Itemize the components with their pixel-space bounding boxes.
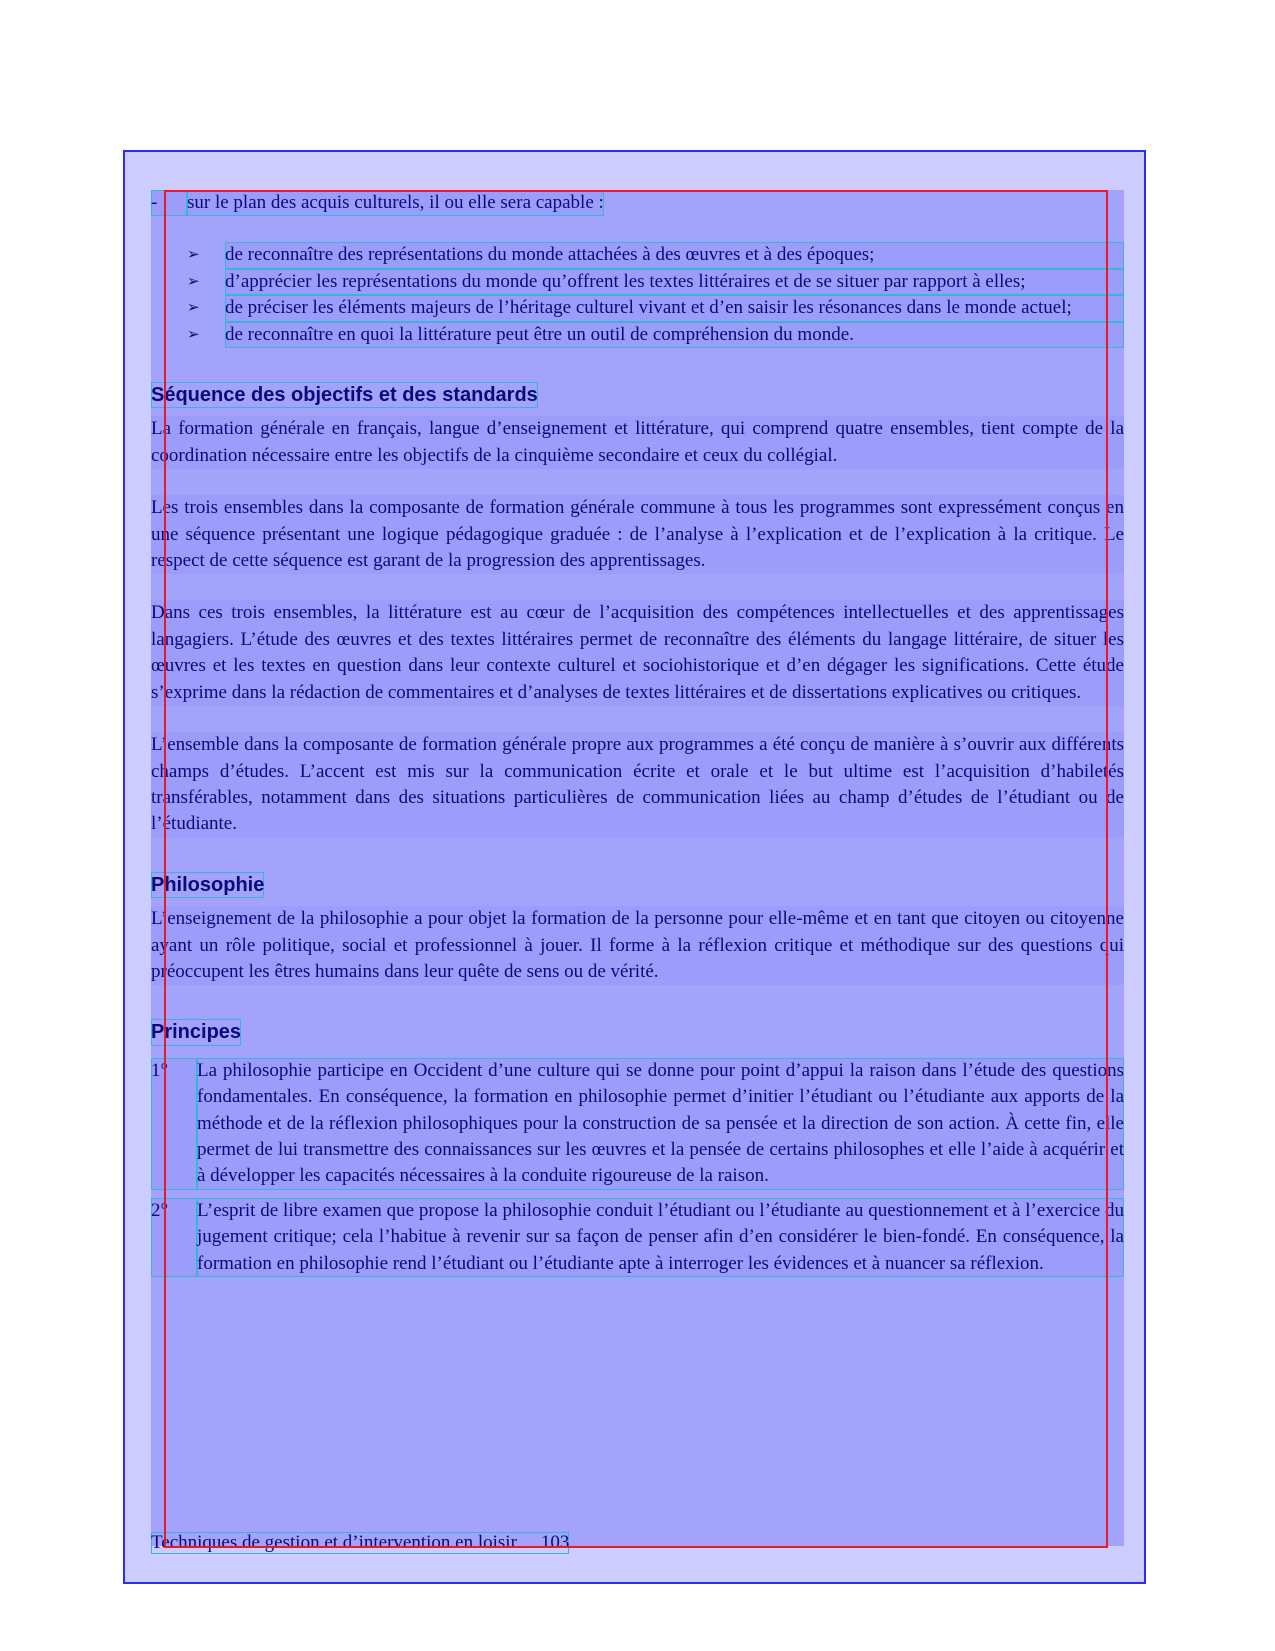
list-item	[187, 322, 1124, 348]
arrow-bullet-icon: ➢	[187, 273, 200, 290]
list-item	[187, 242, 1124, 268]
principle-number: 1°	[151, 1058, 197, 1190]
list-item	[187, 295, 1124, 321]
heading-philosophie: Philosophie	[151, 872, 264, 898]
principes-list	[151, 1058, 1124, 1277]
arrow-bullet-icon: ➢	[187, 247, 200, 264]
heading-principes: Principes	[151, 1019, 241, 1045]
list-item	[151, 1058, 1124, 1190]
arrow-bullet-icon: ➢	[187, 326, 200, 343]
arrow-bullet-icon: ➢	[187, 300, 200, 317]
principle-number: 2°	[151, 1198, 197, 1277]
sequence-paragraph-1: La formation générale en français, langue d’enseignement et littérature, qui comprend quatre ensembles, tient compte de la coordination nécessaire entre les objectifs de la cinquième secondaire et ceux du collégial.	[151, 416, 1124, 469]
sequence-paragraph-3: Dans ces trois ensembles, la littérature est au cœur de l’acquisition des compétences intellectuelles et des apprentissages langagiers. L’étude des œuvres et des textes littéraires permet de reconnaître des éléments du langage littéraire, de situer les œuvres et les textes en question dans leur contexte culturel et sociohistorique et d’en dégager les significations. Cette étude s’exprime dans la rédaction de commentaires et d’analyses de textes littéraires et de dissertations explicatives ou critiques.	[151, 600, 1124, 706]
sequence-paragraph-4: L’ensemble dans la composante de formation générale propre aux programmes a été conçu de manière à s’ouvrir aux différents champs d’études. L’accent est mis sur la communication écrite et orale et le but ultime est l’acquisition d’habiletés transférables, notamment dans des situations particulières de communication liées au champ d’études de l’étudiant ou de l’étudiante.	[151, 732, 1124, 838]
document-content	[151, 190, 1124, 1277]
bullet-text: de reconnaître des représentations du monde attachées à des œuvres et à des époques;	[225, 242, 1124, 268]
bullet-text: d’apprécier les représentations du monde qu’offrent les textes littéraires et de se situer par rapport à elles;	[225, 269, 1124, 295]
list-item	[187, 269, 1124, 295]
philosophie-paragraph: L’enseignement de la philosophie a pour objet la formation de la personne pour elle-même et en tant que citoyen ou citoyenne ayant un rôle politique, social et professionnel à jouer. Il forme à la réflexion critique et méthodique sur des questions qui préoccupent les êtres humains dans leur quête de sens ou de vérité.	[151, 906, 1124, 985]
heading-sequence: Séquence des objectifs et des standards	[151, 382, 538, 408]
list-item	[151, 1198, 1124, 1277]
bullet-text: de reconnaître en quoi la littérature peut être un outil de compréhension du monde.	[225, 322, 1124, 348]
intro-lead	[151, 190, 1124, 216]
sequence-paragraph-2: Les trois ensembles dans la composante de formation générale commune à tous les programmes sont expressément conçus en une séquence présentant une logique pédagogique graduée : de l’analyse à l’explication et de l’explication à la critique. Le respect de cette séquence est garant de la progression des apprentissages.	[151, 495, 1124, 574]
intro-bullet-list	[151, 242, 1124, 348]
intro-lead-text: sur le plan des acquis culturels, il ou elle sera capable :	[187, 190, 604, 216]
bullet-text: de préciser les éléments majeurs de l’héritage culturel vivant et d’en saisir les résonances dans le monde actuel;	[225, 295, 1124, 321]
principle-text: La philosophie participe en Occident d’une culture qui se donne pour point d’appui la raison dans l’étude des questions fondamentales. En conséquence, la formation en philosophie permet d’initier l’étudiant ou l’étudiante aux apports de la méthode et de la réflexion philosophiques pour la construction de sa pensée et la direction de son action. À cette fin, elle permet de lui transmettre des connaissances sur les œuvres et la pensée de certains philosophes et elle l’aide à acquérir et à développer les capacités nécessaires à la conduite rigoureuse de la raison.	[197, 1058, 1124, 1190]
page-footer	[151, 1532, 569, 1554]
footer-title: Techniques de gestion et d’intervention en loisir	[151, 1532, 517, 1553]
principle-text: L’esprit de libre examen que propose la philosophie conduit l’étudiant ou l’étudiante au questionnement et à l’exercice du jugement critique; cela l’habitue à revenir sur sa façon de penser afin d’en considérer le bien-fondé. En conséquence, la formation en philosophie rend l’étudiant ou l’étudiante apte à interroger les évidences et à nuancer sa réflexion.	[197, 1198, 1124, 1277]
page-number: 103	[540, 1532, 570, 1553]
intro-marker: -	[151, 190, 187, 216]
